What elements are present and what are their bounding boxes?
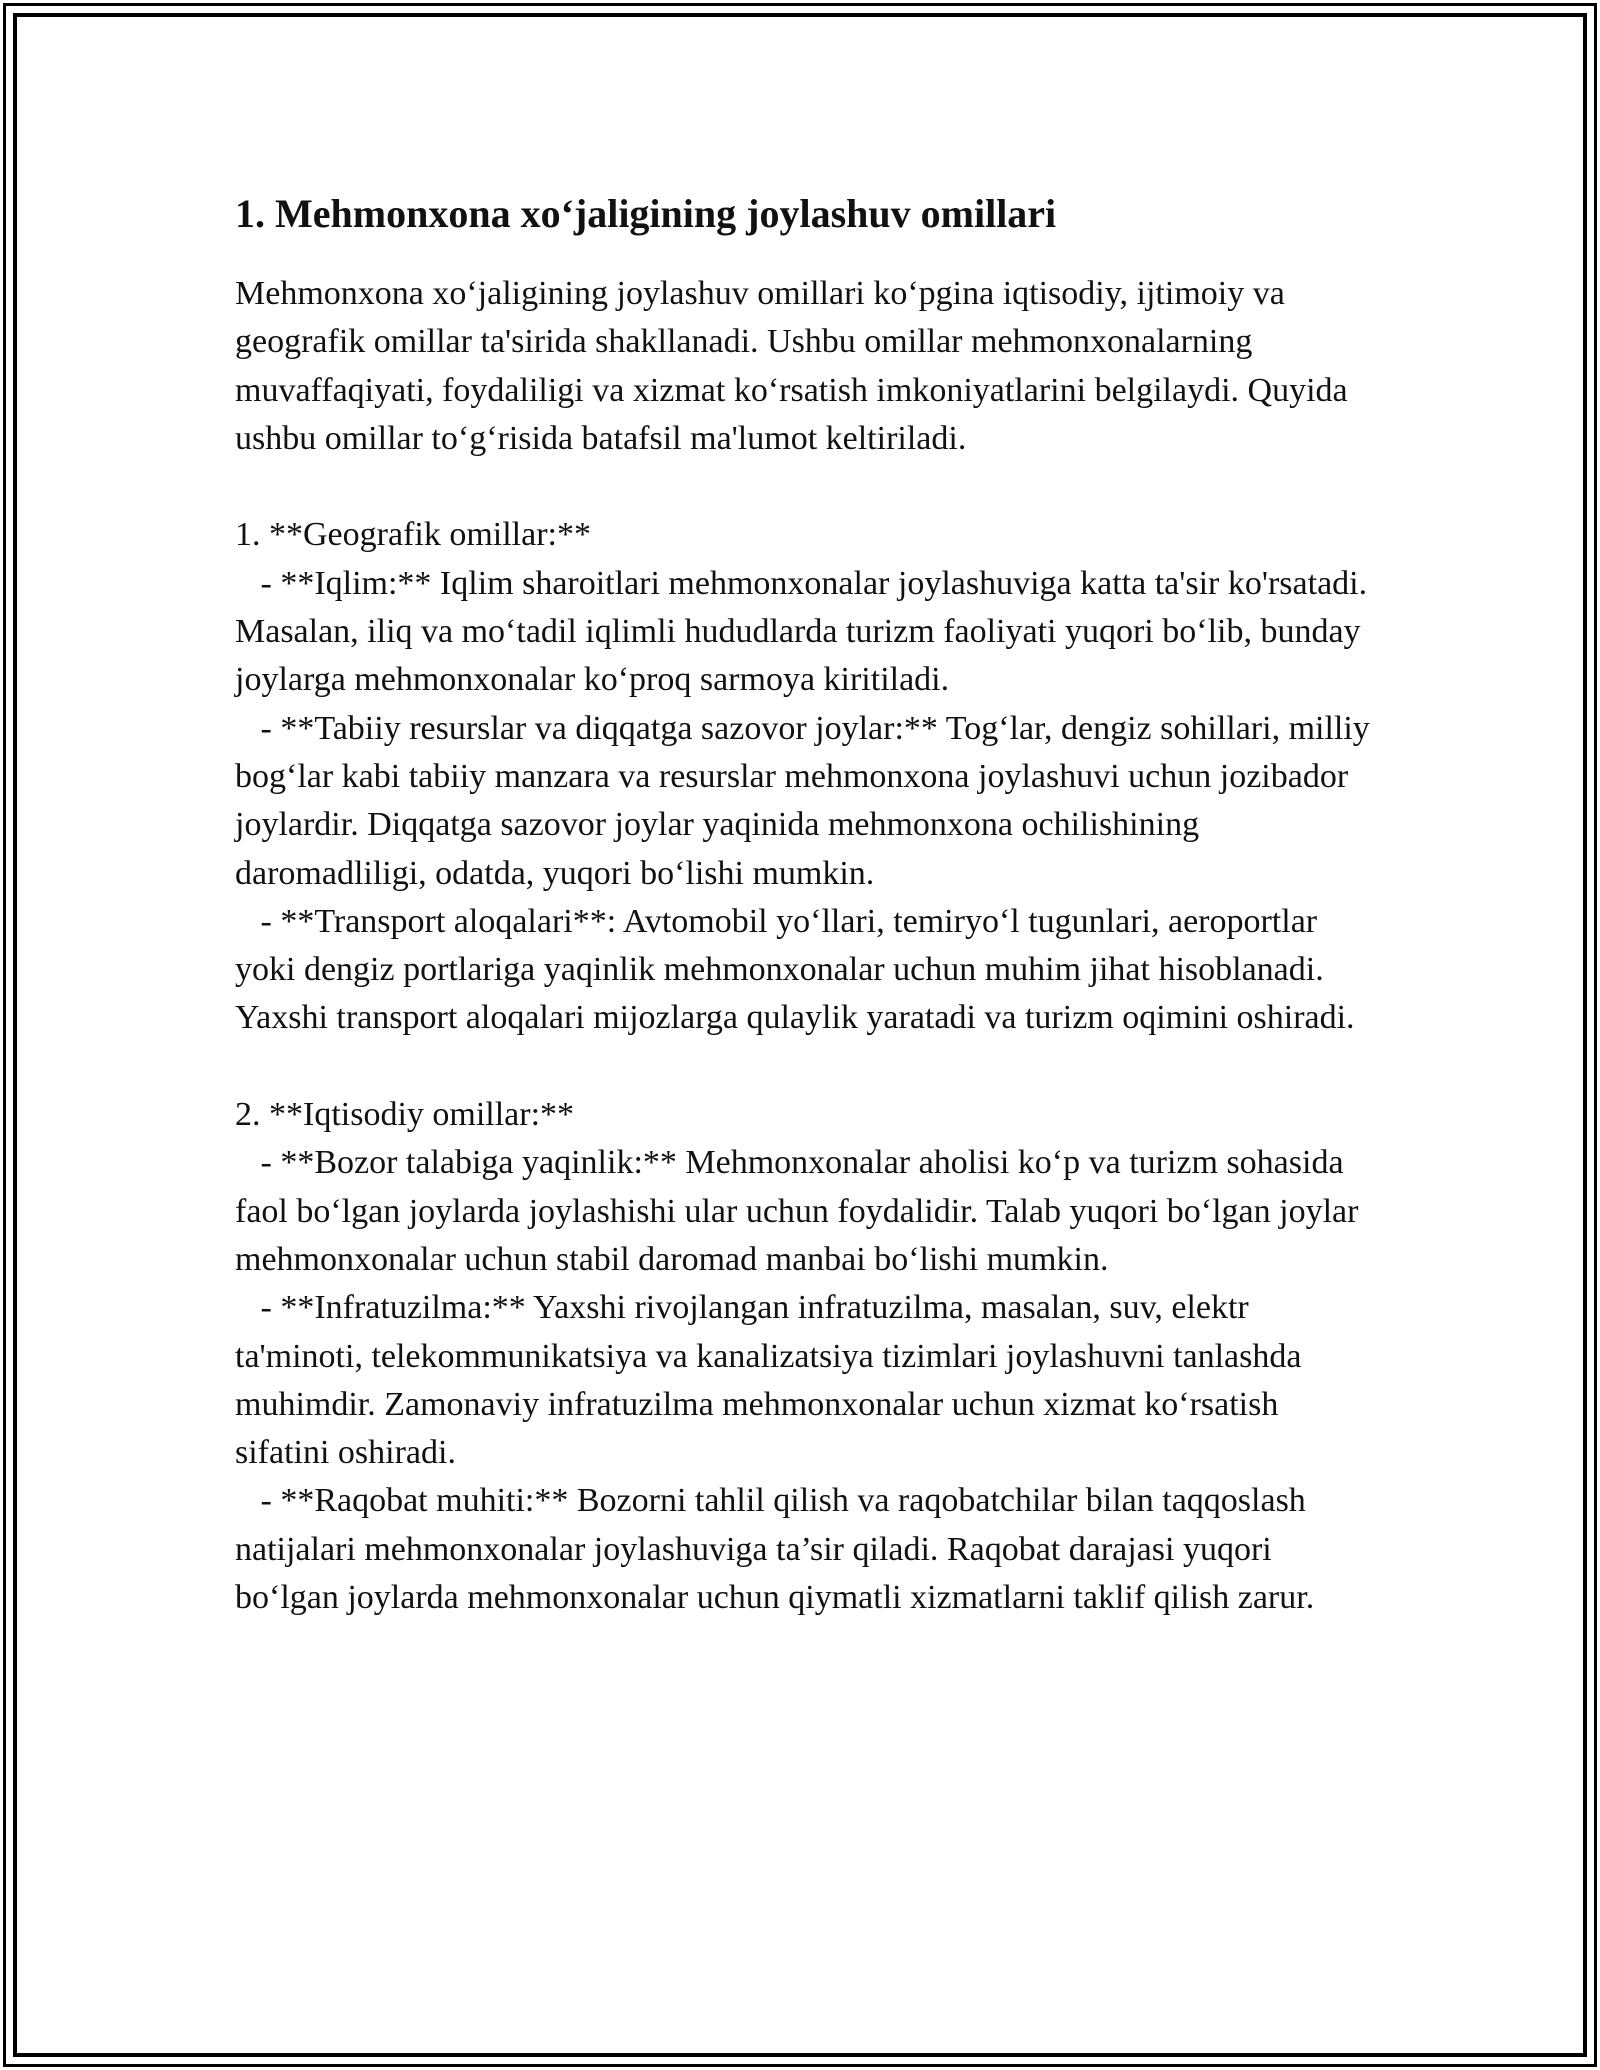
list-item: - **Bozor talabiga yaqinlik:** Mehmonxonalar aholisi ko‘p va turizm sohasida faol bo‘lgan joylarda joylashishi ular uchun foydalidir. Talab yuqori bo‘lgan joylar mehmonxonalar uchun stabil daromad manbai bo‘lishi mumkin. xyxy=(235,1144,1367,1278)
document-body xyxy=(235,188,1379,1622)
list-item: - **Tabiiy resurslar va diqqatga sazovor joylar:** Tog‘lar, dengiz sohillari, milliy bog‘lar kabi tabiiy manzara va resurslar mehmonxona joylashuvi uchun jozibador joylardir. Diqqatga sazovor joylar yaqinida mehmonxona ochilishining daromadliligi, odatda, yuqori bo‘lishi mumkin. xyxy=(235,709,1379,892)
section-heading: 2. **Iqtisodiy omillar:** xyxy=(235,1096,575,1134)
paragraph-gap xyxy=(235,463,1375,511)
paragraph-gap xyxy=(235,1043,1375,1091)
list-item: - **Iqlim:** Iqlim sharoitlari mehmonxonalar joylashuviga katta ta'sir ko'rsatadi. Masalan, iliq va mo‘tadil iqlimli hududlarda turizm faoliyati yuqori bo‘lib, bunday joylarga mehmonxonalar ko‘proq sarmoya kiritiladi. xyxy=(235,564,1376,699)
document-title: 1. Mehmonxona xo‘jaligining joylashuv omillari xyxy=(235,191,1057,236)
section-iqtisodiy xyxy=(235,1091,1375,1622)
list-item: - **Transport aloqalari**: Avtomobil yo‘llari, temiryo‘l tugunlari, aeroportlar yoki dengiz portlariga yaqinlik mehmonxonalar uchun muhim jihat hisoblanadi. Yaxshi transport aloqalari mijozlarga qulaylik yaratadi va turizm oqimini oshiradi. xyxy=(235,902,1355,1037)
intro-paragraph: Mehmonxona xo‘jaligining joylashuv omillari ko‘pgina iqtisodiy, ijtimoiy va geografik omillar ta'sirida shakllanadi. Ushbu omillar mehmonxonalarning muvaffaqiyati, foydaliligi va xizmat ko‘rsatish imkoniyatlarini belgilaydi. Quyida ushbu omillar to‘g‘risida batafsil ma'lumot keltiriladi. xyxy=(235,275,1357,457)
section-geografik xyxy=(235,511,1379,1042)
list-item: - **Infratuzilma:** Yaxshi rivojlangan infratuzilma, masalan, suv, elektr ta'minoti, telekommunikatsiya va kanalizatsiya tizimlari joylashuvni tanlashda muhimdir. Zamonaviy infratuzilma mehmonxonalar uchun xizmat ko‘rsatish sifatini oshiradi. xyxy=(235,1289,1310,1472)
list-item: - **Raqobat muhiti:** Bozorni tahlil qilish va raqobatchilar bilan taqqoslash natijalari mehmonxonalar joylashuviga ta’sir qiladi. Raqobat darajasi yuqori bo‘lgan joylarda mehmonxonalar uchun qiymatli xizmatlarni taklif qilish zarur. xyxy=(235,1482,1315,1617)
section-heading: 1. **Geografik omillar:** xyxy=(235,516,591,554)
